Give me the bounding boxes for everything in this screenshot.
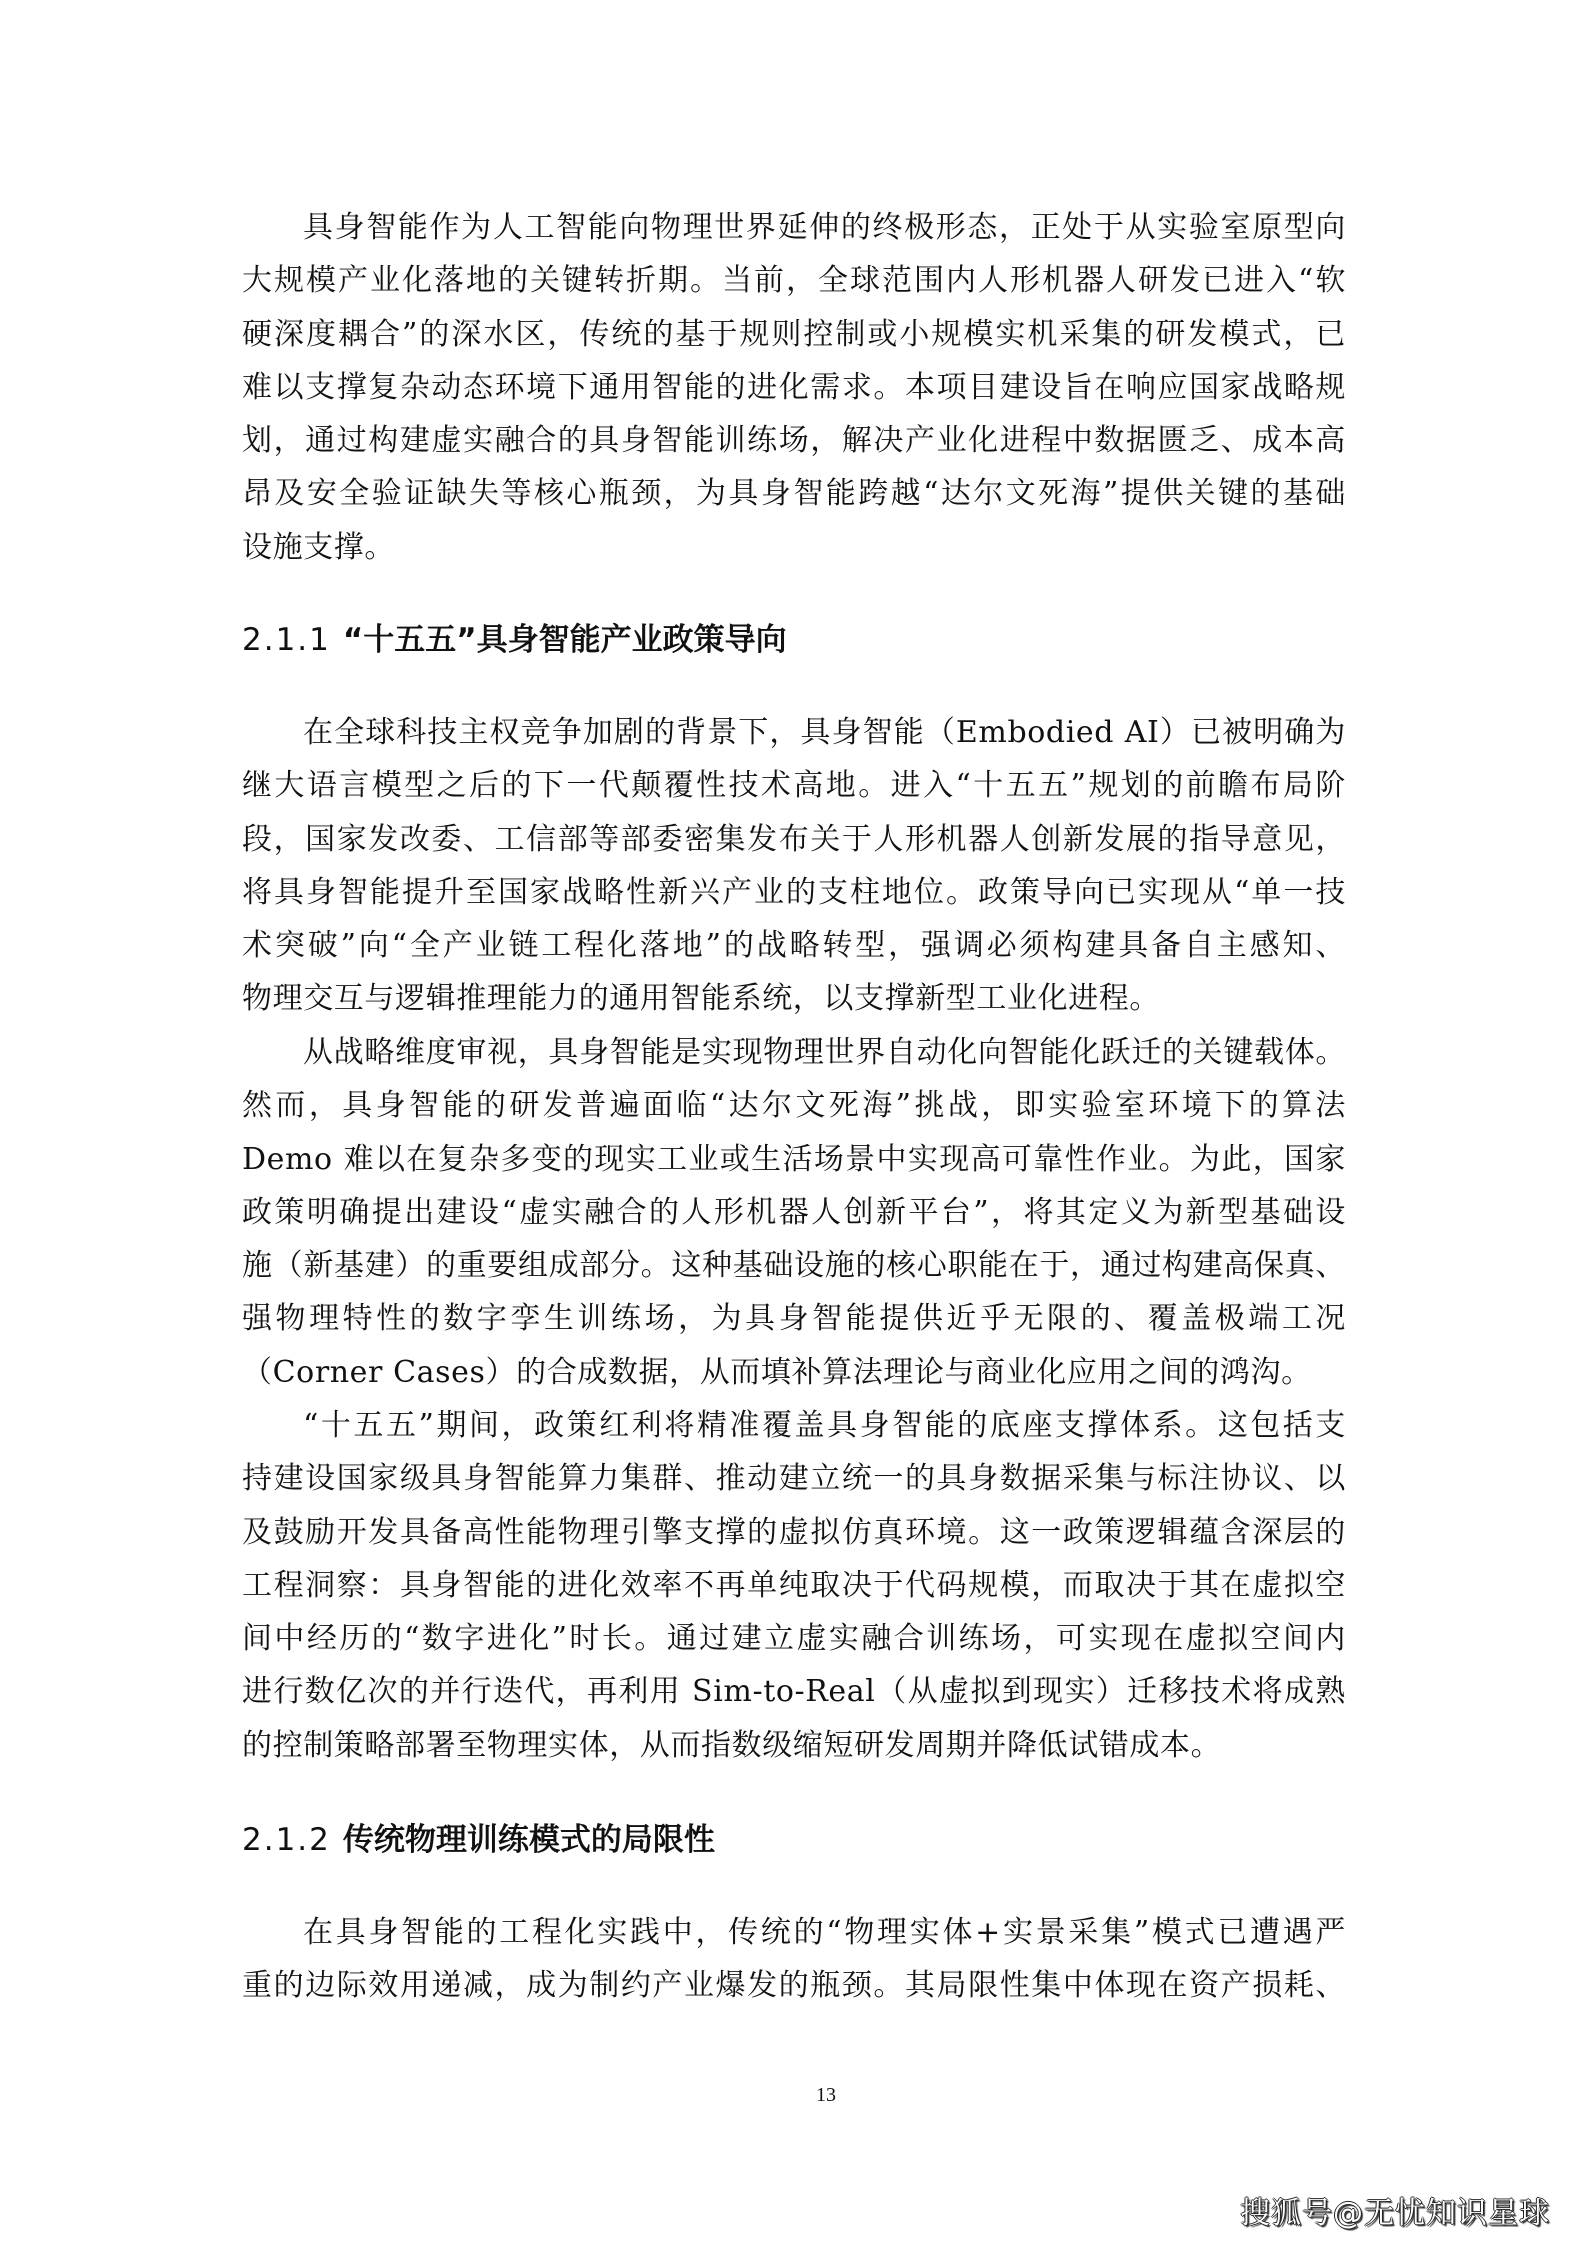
paragraph-line: 工程洞察：具身智能的进化效率不再单纯取决于代码规模，而取决于其在虚拟空: [242, 1567, 1346, 1603]
section-heading-2-1-1: [242, 620, 787, 660]
paragraph-line: 强物理特性的数字孪生训练场，为具身智能提供近乎无限的、覆盖极端工况: [242, 1301, 1346, 1337]
paragraph-line: （Corner Cases）的合成数据，从而填补算法理论与商业化应用之间的鸿沟。: [242, 1354, 1312, 1390]
paragraph-line: 及鼓励开发具备高性能物理引擎支撑的虚拟仿真环境。这一政策逻辑蕴含深层的: [242, 1514, 1346, 1550]
section-number: 2.1.1: [242, 622, 331, 658]
policy-paragraph-1: [242, 706, 1346, 1026]
source-watermark: 搜狐号@无忧知识星球: [1240, 2196, 1550, 2231]
paragraph-line: 从战略维度审视，具身智能是实现物理世界自动化向智能化跃迁的关键载体。: [303, 1035, 1346, 1070]
paragraph-line: 在全球科技主权竞争加剧的背景下，具身智能（Embodied AI）已被明确为: [303, 715, 1346, 750]
page-number: 13: [816, 2084, 836, 2106]
section-number: 2.1.2: [242, 1822, 331, 1858]
paragraph-line: 昂及安全验证缺失等核心瓶颈，为具身智能跨越“达尔文死海”提供关键的基础: [242, 476, 1346, 512]
policy-paragraph-2: [242, 1026, 1346, 1399]
paragraph-line: 硬深度耦合”的深水区，传统的基于规则控制或小规模实机采集的研发模式，已: [242, 316, 1346, 352]
paragraph-line: 进行数亿次的并行迭代，再利用 Sim-to-Real（从虚拟到现实）迁移技术将成熟: [242, 1674, 1346, 1710]
intro-paragraph: [242, 201, 1346, 574]
paragraph-line: 继大语言模型之后的下一代颠覆性技术高地。进入“十五五”规划的前瞻布局阶: [242, 768, 1346, 804]
paragraph-line: 术突破”向“全产业链工程化落地”的战略转型，强调必须构建具备自主感知、: [242, 928, 1346, 964]
paragraph-line: 在具身智能的工程化实践中，传统的“物理实体+实景采集”模式已遭遇严: [303, 1915, 1346, 1950]
paragraph-line: 重的边际效用递减，成为制约产业爆发的瓶颈。其局限性集中体现在资产损耗、: [242, 1968, 1346, 2004]
paragraph-line: 段，国家发改委、工信部等部委密集发布关于人形机器人创新发展的指导意见，: [242, 821, 1346, 857]
paragraph-line: 具身智能作为人工智能向物理世界延伸的终极形态，正处于从实验室原型向: [303, 210, 1346, 245]
paragraph-line: 施（新基建）的重要组成部分。这种基础设施的核心职能在于，通过构建高保真、: [242, 1248, 1346, 1284]
section-title: “十五五”具身智能产业政策导向: [342, 622, 787, 658]
paragraph-line: 大规模产业化落地的关键转折期。当前，全球范围内人形机器人研发已进入“软: [242, 263, 1346, 299]
section-heading-2-1-2: [242, 1820, 715, 1860]
paragraph-line: 的控制策略部署至物理实体，从而指数级缩短研发周期并降低试错成本。: [242, 1727, 1222, 1763]
paragraph-line: 政策明确提出建设“虚实融合的人形机器人创新平台”，将其定义为新型基础设: [242, 1194, 1346, 1230]
limitations-paragraph-1: [242, 1906, 1346, 2013]
paragraph-line: 间中经历的“数字进化”时长。通过建立虚实融合训练场，可实现在虚拟空间内: [242, 1621, 1346, 1657]
paragraph-line: 划，通过构建虚实融合的具身智能训练场，解决产业化进程中数据匮乏、成本高: [242, 423, 1346, 459]
paragraph-line: 然而，具身智能的研发普遍面临“达尔文死海”挑战，即实验室环境下的算法: [242, 1088, 1346, 1124]
section-title: 传统物理训练模式的局限性: [342, 1822, 715, 1858]
paragraph-line: Demo 难以在复杂多变的现实工业或生活场景中实现高可靠性作业。为此，国家: [242, 1141, 1346, 1177]
policy-paragraph-3: [242, 1399, 1346, 1772]
paragraph-line: 设施支撑。: [242, 529, 395, 565]
paragraph-line: “十五五”期间，政策红利将精准覆盖具身智能的底座支撑体系。这包括支: [303, 1408, 1346, 1443]
paragraph-line: 物理交互与逻辑推理能力的通用智能系统，以支撑新型工业化进程。: [242, 981, 1160, 1017]
paragraph-line: 持建设国家级具身智能算力集群、推动建立统一的具身数据采集与标注协议、以: [242, 1461, 1346, 1497]
paragraph-line: 将具身智能提升至国家战略性新兴产业的支柱地位。政策导向已实现从“单一技: [242, 874, 1346, 910]
paragraph-line: 难以支撑复杂动态环境下通用智能的进化需求。本项目建设旨在响应国家战略规: [242, 369, 1346, 405]
